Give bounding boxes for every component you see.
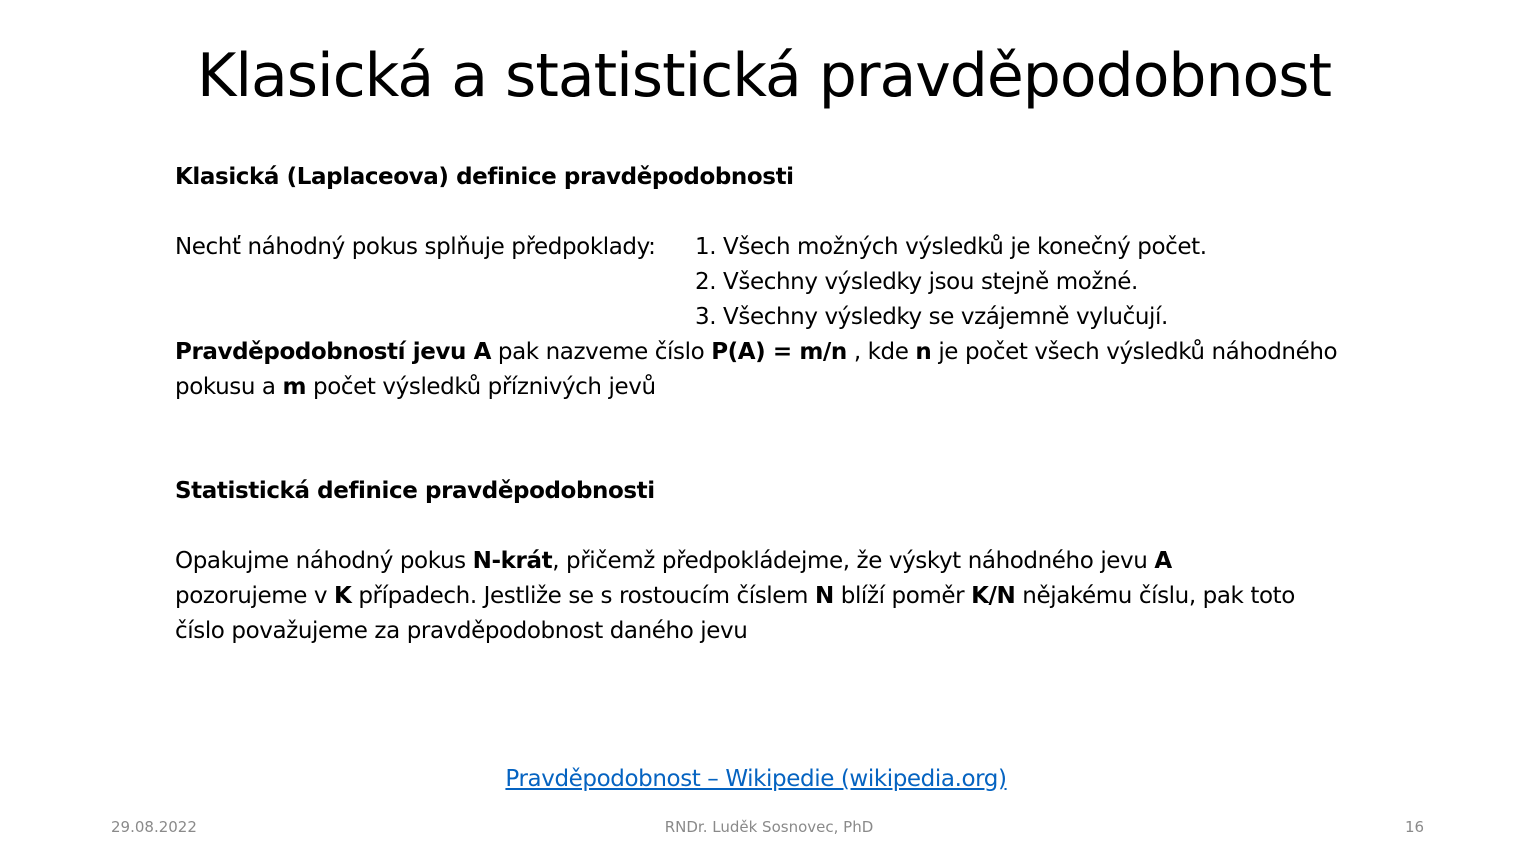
section-heading-statistical: Statistická definice pravděpodobnosti	[175, 478, 655, 504]
statistical-text: blíží poměr	[833, 583, 972, 609]
statistical-text: Opakujme náhodný pokus	[175, 548, 473, 574]
section-heading-classical: Klasická (Laplaceova) definice pravděpodobnosti	[175, 164, 794, 190]
statistical-text: nějakému číslu, pak toto	[1015, 583, 1295, 609]
condition-item-1: 1. Všech možných výsledků je konečný počet.	[695, 234, 1207, 260]
definition-text: pak nazveme číslo	[490, 339, 712, 365]
ratio-kn: K/N	[971, 583, 1016, 609]
statistical-line-2	[175, 579, 1295, 614]
definition-term: Pravděpodobností jevu A	[175, 339, 491, 365]
definition-line-1	[175, 335, 1337, 370]
variable-n: N	[814, 583, 834, 609]
n-krat: N-krát	[472, 548, 553, 574]
event-a: A	[1154, 548, 1172, 574]
variable-n: n	[915, 339, 932, 365]
condition-item-3: 3. Všechny výsledky se vzájemně vylučují.	[695, 304, 1168, 330]
statistical-line-1	[175, 544, 1172, 579]
assumptions-intro: Nechť náhodný pokus splňuje předpoklady:	[175, 234, 656, 260]
definition-text: je počet všech výsledků náhodného	[931, 339, 1338, 365]
definition-text: počet výsledků příznivých jevů	[306, 374, 656, 400]
page-number: 16	[1405, 818, 1425, 836]
variable-m: m	[282, 374, 307, 400]
statistical-text: pozorujeme v	[175, 583, 334, 609]
variable-k: K	[333, 583, 352, 609]
statistical-text: , přičemž předpokládejme, že výskyt náhodného jevu	[552, 548, 1155, 574]
wikipedia-link[interactable]: Pravděpodobnost – Wikipedie (wikipedia.org)	[505, 766, 1007, 792]
footer-author: RNDr. Luděk Sosnovec, PhD	[664, 818, 874, 836]
slide-title: Klasická a statistická pravděpodobnost	[196, 41, 1332, 111]
definition-text: , kde	[846, 339, 916, 365]
probability-formula: P(A) = m/n	[711, 339, 847, 365]
definition-text: pokusu a	[175, 374, 283, 400]
statistical-text: případech. Jestliže se s rostoucím číslem	[351, 583, 815, 609]
definition-line-2	[175, 370, 656, 405]
statistical-line-3: číslo považujeme za pravděpodobnost daného jevu	[175, 618, 748, 644]
condition-item-2: 2. Všechny výsledky jsou stejně možné.	[695, 269, 1138, 295]
footer-date: 29.08.2022	[111, 818, 197, 836]
